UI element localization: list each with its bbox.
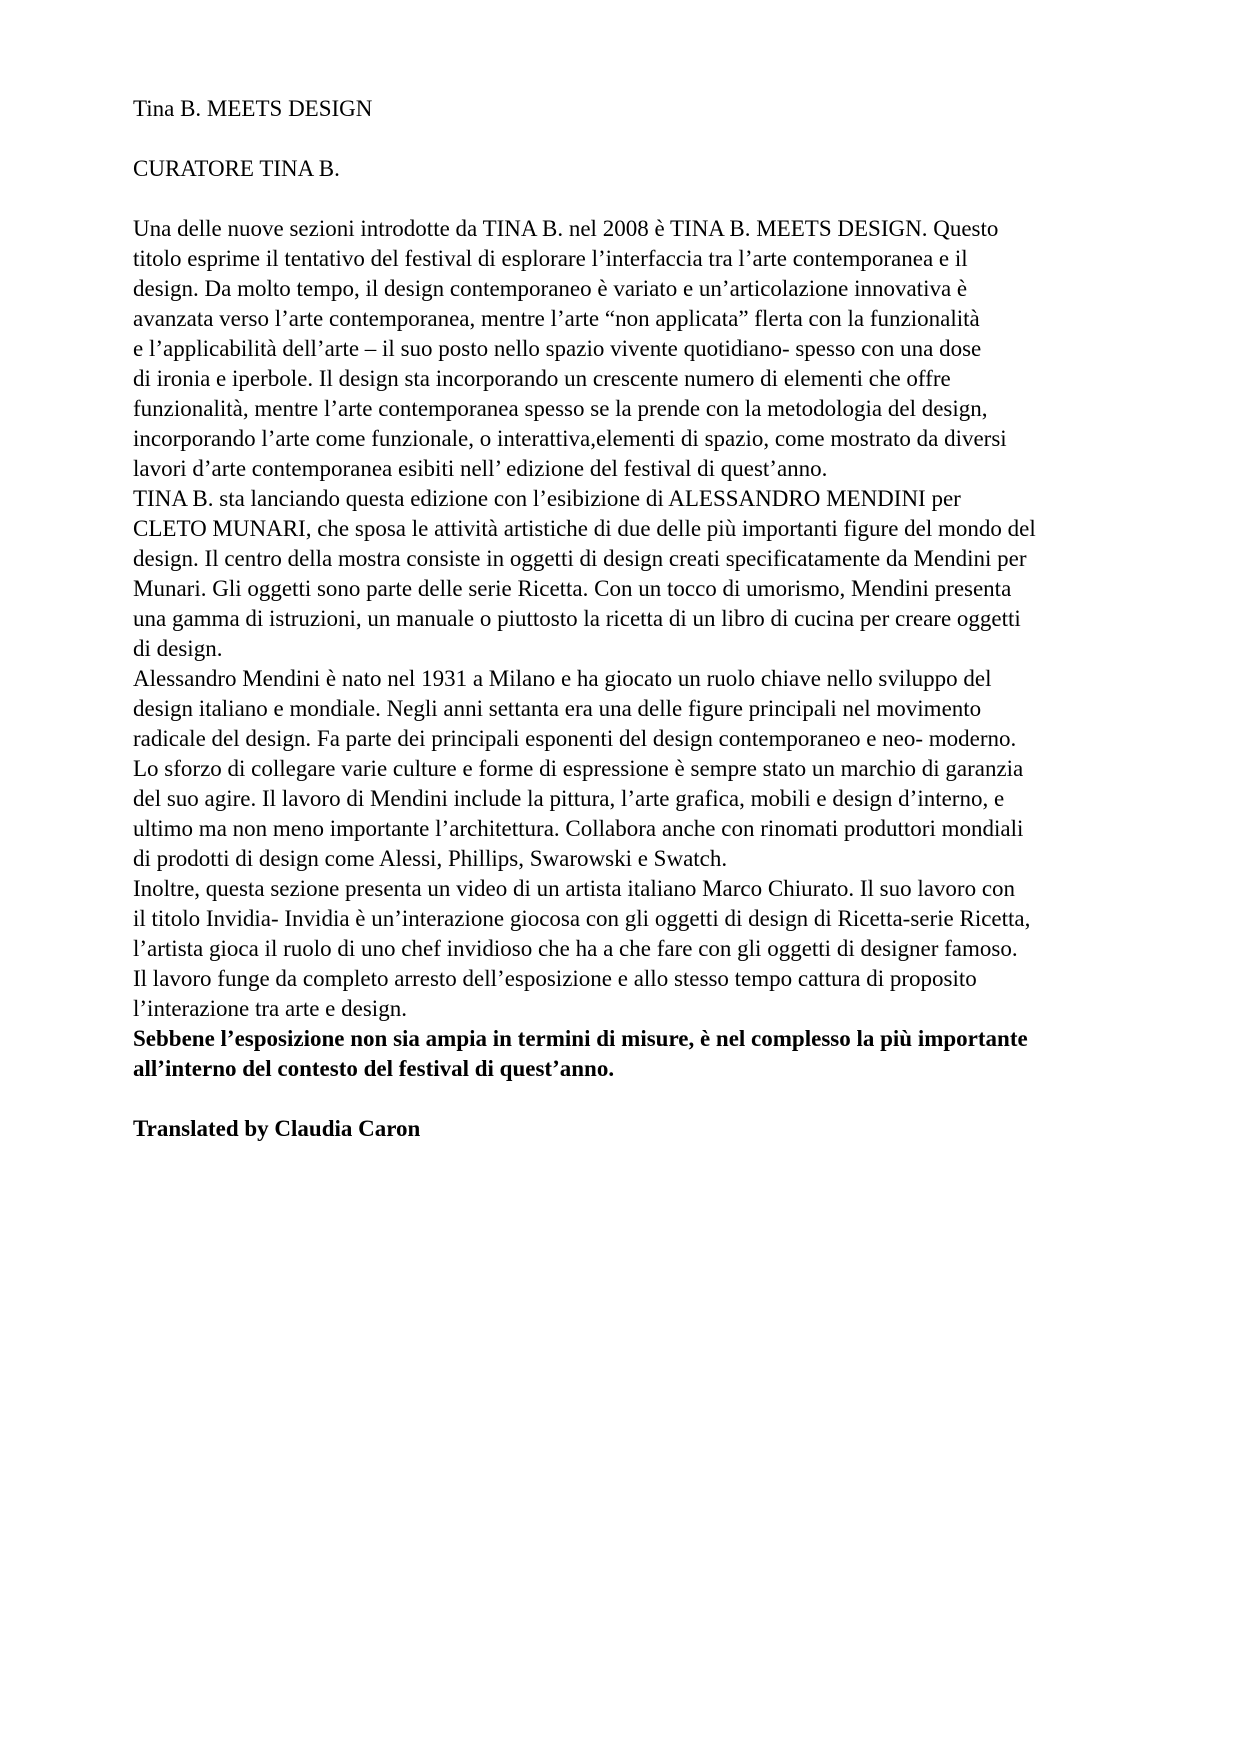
paragraph-chiurato-video <box>133 874 1133 1024</box>
document-page <box>133 94 1133 1144</box>
text-line: Il lavoro funge da completo arresto dell’esposizione e allo stesso tempo cattura di proposito <box>133 966 977 991</box>
text-line: all’interno del contesto del festival di quest’anno. <box>133 1056 615 1081</box>
text-line: lavori d’arte contemporanea esibiti nell’ edizione del festival di quest’anno. <box>133 456 828 481</box>
text-line: del suo agire. Il lavoro di Mendini include la pittura, l’arte grafica, mobili e design d’interno, e <box>133 786 1005 811</box>
text-line: avanzata verso l’arte contemporanea, mentre l’arte “non applicata” flerta con la funzionalità <box>133 306 980 331</box>
text-line: design. Il centro della mostra consiste in oggetti di design creati specificatamente da Mendini per <box>133 546 1027 571</box>
text-line: una gamma di istruzioni, un manuale o piuttosto la ricetta di un libro di cucina per creare oggetti <box>133 606 1021 631</box>
text-line: l’artista gioca il ruolo di uno chef invidioso che ha a che fare con gli oggetti di designer famoso. <box>133 936 1018 961</box>
document-title: Tina B. MEETS DESIGN <box>133 96 373 121</box>
curator-line: CURATORE TINA B. <box>133 156 340 181</box>
text-line: di ironia e iperbole. Il design sta incorporando un crescente numero di elementi che offre <box>133 366 951 391</box>
text-line: e l’applicabilità dell’arte – il suo posto nello spazio vivente quotidiano- spesso con una dose <box>133 336 982 361</box>
paragraph-intro <box>133 214 1133 484</box>
text-line: radicale del design. Fa parte dei principali esponenti del design contemporaneo e neo- moderno. <box>133 726 1017 751</box>
text-line: di prodotti di design come Alessi, Phillips, Swarowski e Swatch. <box>133 846 728 871</box>
text-line: CLETO MUNARI, che sposa le attività artistiche di due delle più importanti figure del mondo del <box>133 516 1036 541</box>
text-line: l’interazione tra arte e design. <box>133 996 407 1021</box>
text-line: Una delle nuove sezioni introdotte da TINA B. nel 2008 è TINA B. MEETS DESIGN. Questo <box>133 216 999 241</box>
paragraph-conclusion <box>133 1024 1133 1084</box>
text-line: Lo sforzo di collegare varie culture e forme di espressione è sempre stato un marchio di garanzia <box>133 756 1024 781</box>
text-line: di design. <box>133 636 223 661</box>
text-line: il titolo Invidia- Invidia è un’interazione giocosa con gli oggetti di design di Ricetta-serie Ricetta, <box>133 906 1031 931</box>
paragraph-mendini-bio <box>133 664 1133 874</box>
text-line: Alessandro Mendini è nato nel 1931 a Milano e ha giocato un ruolo chiave nello sviluppo del <box>133 666 992 691</box>
paragraph-mendini-munari <box>133 484 1133 664</box>
text-line: Inoltre, questa sezione presenta un video di un artista italiano Marco Chiurato. Il suo lavoro con <box>133 876 1016 901</box>
text-line: design. Da molto tempo, il design contemporaneo è variato e un’articolazione innovativa è <box>133 276 968 301</box>
text-line: Sebbene l’esposizione non sia ampia in termini di misure, è nel complesso la più importante <box>133 1026 1028 1051</box>
text-line: ultimo ma non meno importante l’architettura. Collabora anche con rinomati produttori mondiali <box>133 816 1024 841</box>
text-line: incorporando l’arte come funzionale, o interattiva,elementi di spazio, come mostrato da diversi <box>133 426 1007 451</box>
text-line: TINA B. sta lanciando questa edizione con l’esibizione di ALESSANDRO MENDINI per <box>133 486 961 511</box>
document-body <box>133 214 1133 1084</box>
translator-credit: Translated by Claudia Caron <box>133 1116 421 1141</box>
text-line: design italiano e mondiale. Negli anni settanta era una delle figure principali nel movimento <box>133 696 982 721</box>
text-line: Munari. Gli oggetti sono parte delle serie Ricetta. Con un tocco di umorismo, Mendini presenta <box>133 576 1012 601</box>
text-line: funzionalità, mentre l’arte contemporanea spesso se la prende con la metodologia del design, <box>133 396 988 421</box>
text-line: titolo esprime il tentativo del festival di esplorare l’interfaccia tra l’arte contemporanea e il <box>133 246 968 271</box>
